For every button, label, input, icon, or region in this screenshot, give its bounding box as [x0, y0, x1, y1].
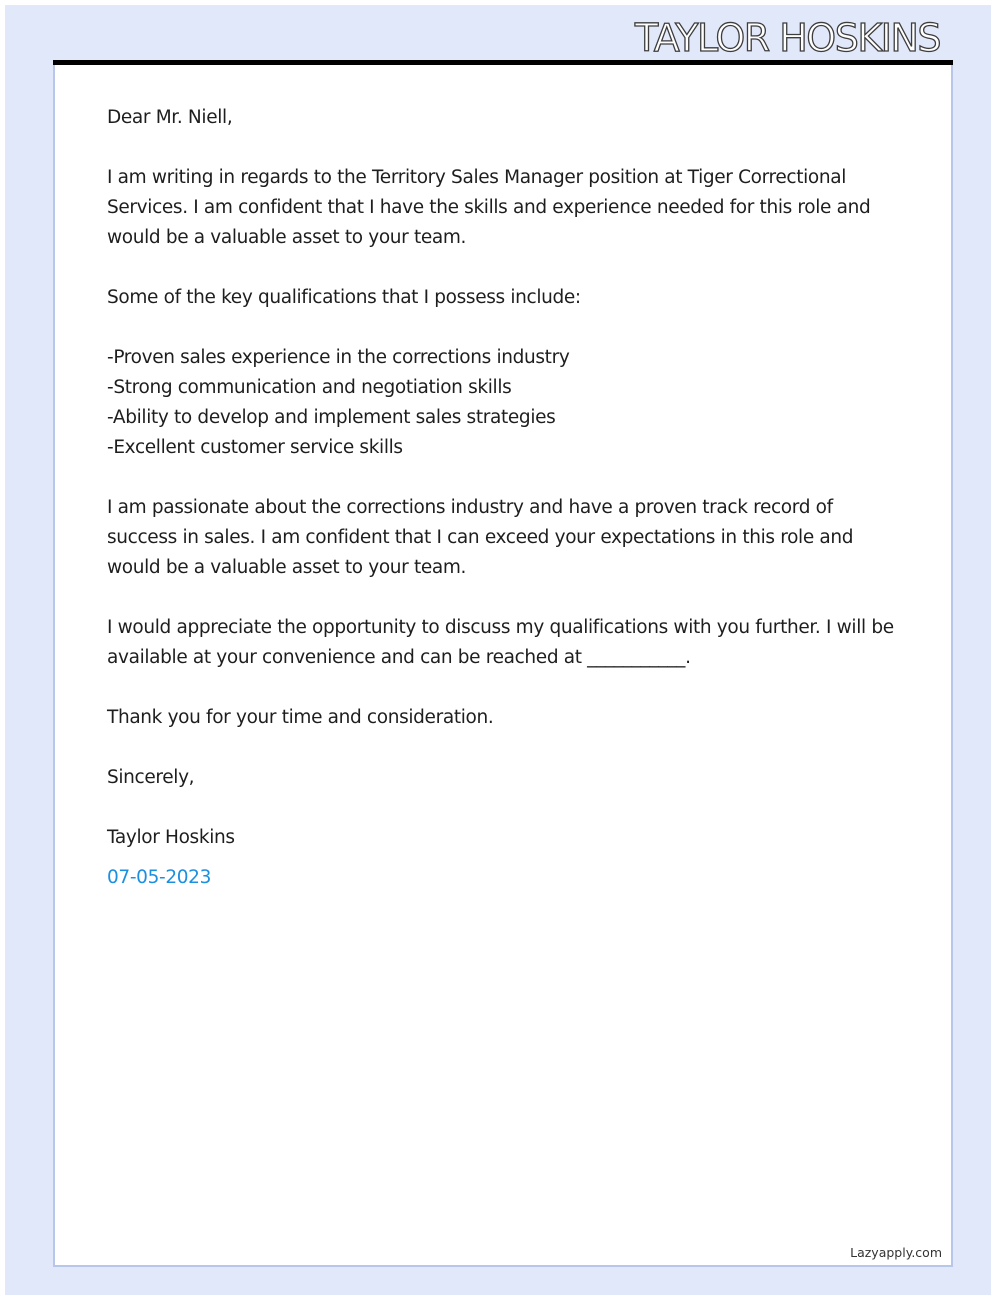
qualification-item: -Proven sales experience in the corrections industry [107, 347, 570, 368]
qualification-item: -Strong communication and negotiation skills [107, 377, 512, 398]
watermark: Lazyapply.com [850, 1245, 942, 1260]
closing: Sincerely, [107, 767, 195, 788]
signature-name: Taylor Hoskins [107, 827, 235, 848]
qualifications-intro: Some of the key qualifications that I possess include: [107, 287, 581, 308]
availability-paragraph: I would appreciate the opportunity to discuss my qualifications with you further. I will be available at your convenience and can be reached at ___________. [107, 617, 894, 668]
passion-paragraph: I am passionate about the corrections industry and have a proven track record of success in sales. I am confident that I can exceed your expectations in this role and would be a valuable asset to your team. [107, 497, 854, 578]
thanks-paragraph: Thank you for your time and consideration. [107, 707, 494, 728]
qualification-item: -Excellent customer service skills [107, 437, 403, 458]
salutation: Dear Mr. Niell, [107, 107, 233, 128]
intro-paragraph: I am writing in regards to the Territory Sales Manager position at Tiger Correctional Services. I am confident that I have the skills and experience needed for this role and would be a valuable asset to your team. [107, 167, 871, 248]
letter-date: 07-05-2023 [107, 867, 212, 888]
qualifications-list [107, 343, 907, 463]
letter-paper [53, 65, 953, 1267]
applicant-name-header: TAYLOR HOSKINS [634, 16, 940, 60]
qualification-item: -Ability to develop and implement sales strategies [107, 407, 556, 428]
page-background [5, 5, 991, 1295]
letter-body [107, 103, 907, 893]
